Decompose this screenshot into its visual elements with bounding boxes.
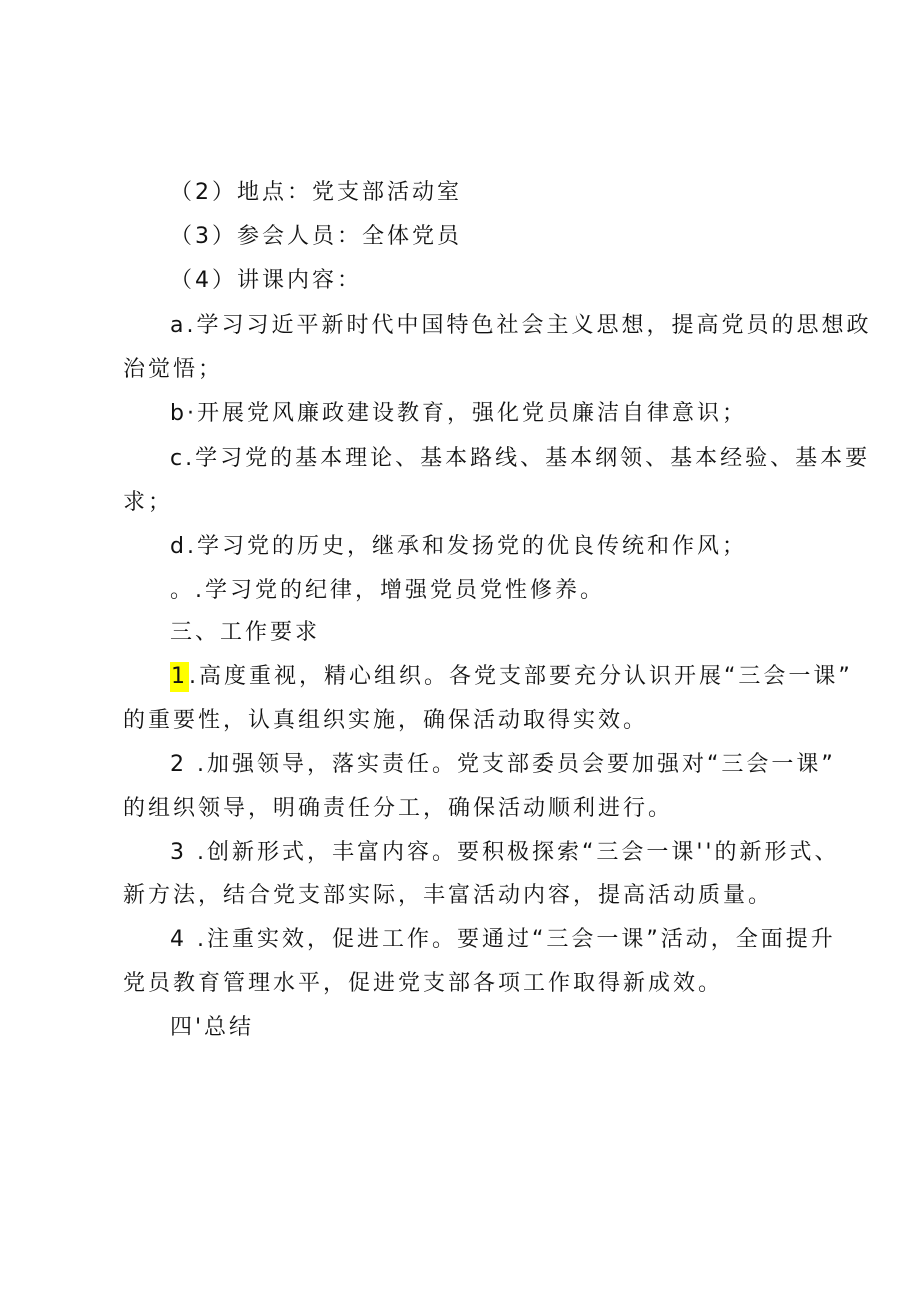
requirement-4-line-1: 4 .注重实效，促进工作。要通过“三会一课”活动，全面提升 [170,927,836,952]
item-c-line-1: c.学习党的基本理论、基本路线、基本纲领、基本经验、基本要 [170,446,871,471]
requirement-2-line-1: 2 .加强领导，落实责任。党支部委员会要加强对“三会一课” [170,752,836,777]
requirement-1-text: .高度重视，精心组织。各党支部要充分认识开展“三会一课” [189,664,853,689]
highlighted-number: 1 [170,662,189,692]
item-c-line-2: 求； [123,490,174,515]
item-d-line: d.学习党的历史，继承和发扬党的优良传统和作风； [170,534,747,559]
requirement-1-line-1 [170,662,853,692]
requirement-3-line-2: 新方法，结合党支部实际，丰富活动内容，提高活动质量。 [123,883,774,908]
requirement-2-line-2: 的组织领导，明确责任分工，确保活动顺利进行。 [123,796,674,821]
lecture-content-line: （4）讲课内容： [170,268,362,293]
item-b-line: b·开展党风廉政建设教育，强化党员廉洁自律意识； [170,401,747,426]
attendees-line: （3）参会人员：全体党员 [170,224,462,249]
requirement-3-line-1: 3 .创新形式，丰富内容。要积极探索“三会一课''的新形式、 [170,840,840,865]
requirement-1-line-2: 的重要性，认真组织实施，确保活动取得实效。 [123,708,649,733]
item-e-line: 。.学习党的纪律，增强党员党性修养。 [170,578,605,603]
item-a-line-1: a.学习习近平新时代中国特色社会主义思想，提高党员的思想政 [170,313,872,338]
location-line: （2）地点：党支部活动室 [170,180,462,205]
requirement-4-line-2: 党员教育管理水平，促进党支部各项工作取得新成效。 [123,971,724,996]
section-heading-requirements: 三、工作要求 [170,620,321,645]
section-heading-summary: 四'总结 [170,1015,255,1040]
item-a-line-2: 治觉悟； [123,357,224,382]
